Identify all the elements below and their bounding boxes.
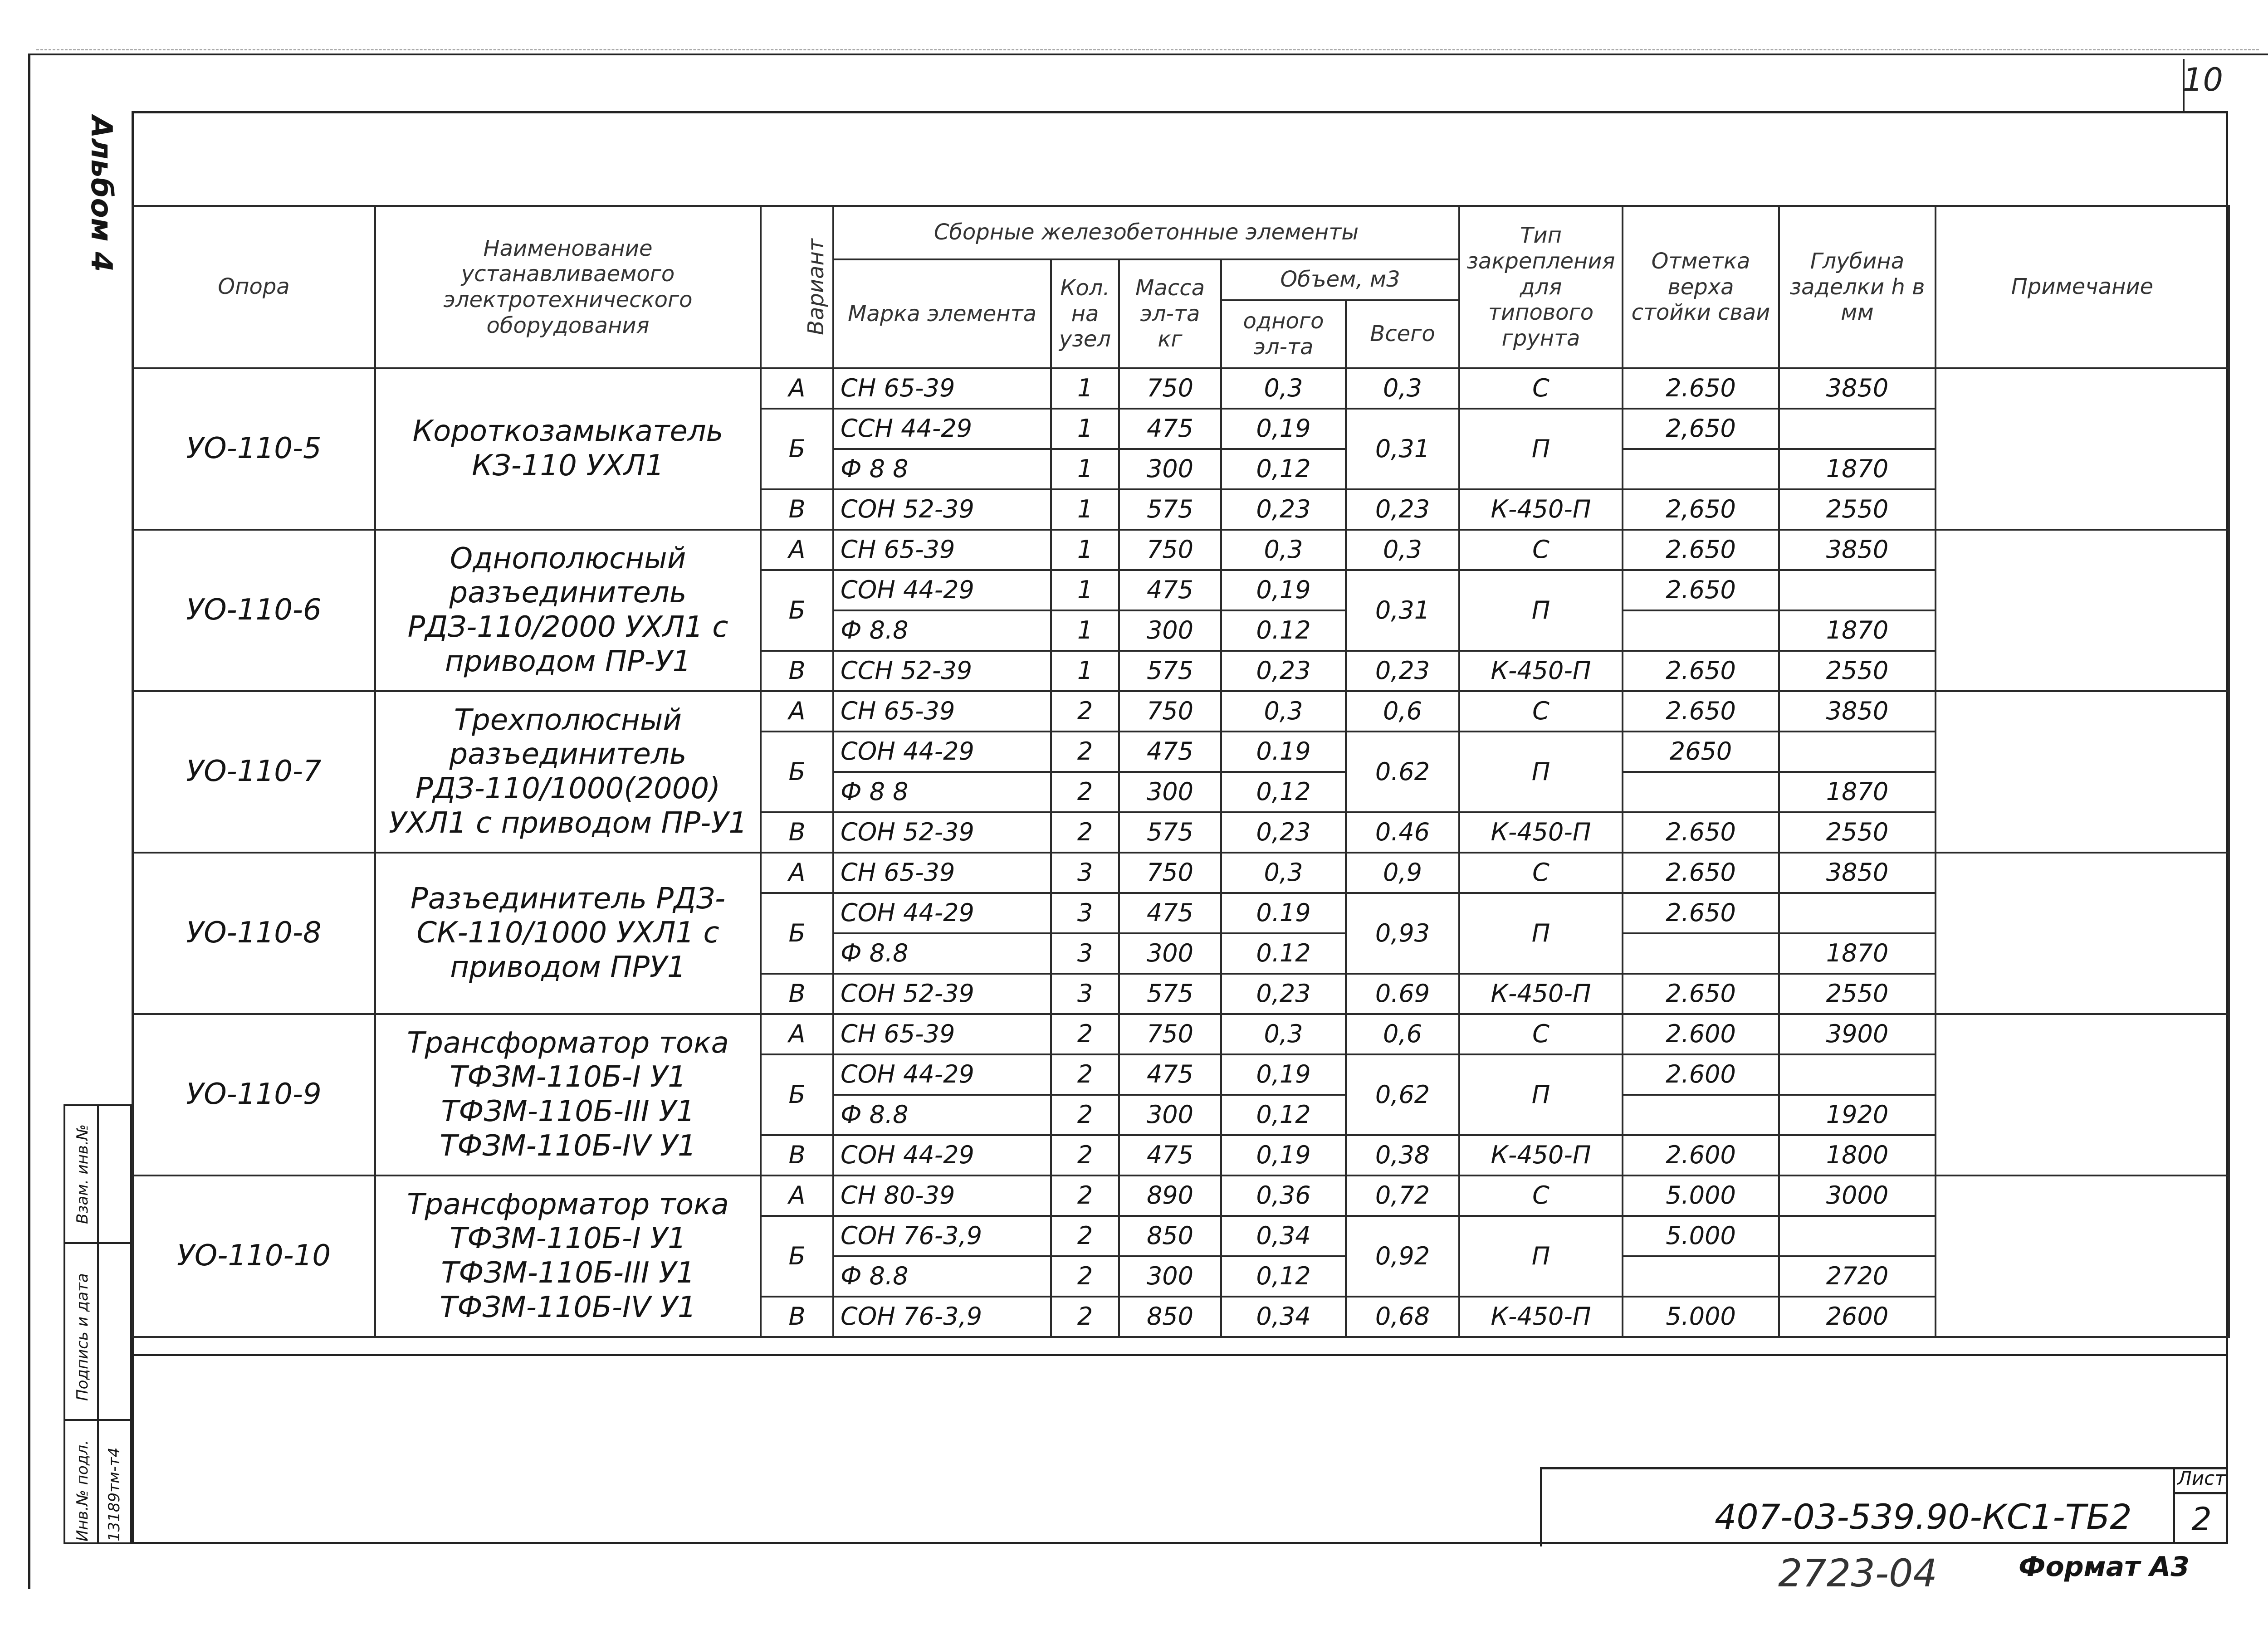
- table-row: [132, 853, 2229, 893]
- volume-cell: 0.12: [1221, 610, 1346, 651]
- qty-cell: 2: [1051, 812, 1119, 853]
- qty-cell: 1: [1051, 610, 1119, 651]
- mass-cell: 575: [1119, 974, 1221, 1014]
- total-volume-cell: 0,6: [1346, 691, 1459, 732]
- header-volume: Объем, м3: [1221, 259, 1459, 300]
- support-name: УО-110-9: [132, 1014, 375, 1176]
- qty-cell: 2: [1051, 1216, 1119, 1256]
- mark-cell: СОН 52-39: [833, 974, 1051, 1014]
- mark-top-cell: 2.650: [1623, 691, 1779, 732]
- qty-cell: 3: [1051, 974, 1119, 1014]
- fix-type-cell: С: [1459, 853, 1623, 893]
- qty-cell: 3: [1051, 893, 1119, 933]
- mark-top-cell: 2.650: [1623, 893, 1779, 933]
- depth-cell: [1779, 1054, 1936, 1095]
- stamp-inv-value: 13189тм-т4: [105, 1447, 123, 1541]
- variant-cell: Б: [761, 732, 833, 812]
- header-depth: Глубина заделки h в мм: [1779, 206, 1936, 368]
- mass-cell: 850: [1119, 1297, 1221, 1337]
- side-stamp: [64, 1104, 132, 1544]
- depth-cell: 2550: [1779, 974, 1936, 1014]
- qty-cell: 2: [1051, 732, 1119, 772]
- volume-cell: 0,19: [1221, 570, 1346, 610]
- depth-cell: 2550: [1779, 812, 1936, 853]
- header-qty: Кол. на узел: [1051, 259, 1119, 368]
- volume-cell: 0,19: [1221, 1135, 1346, 1176]
- equipment-name: Однополюсный разъединитель РДЗ-110/2000 УХЛ1 с приводом ПР-У1: [375, 530, 761, 691]
- mark-top-cell: 2,650: [1623, 489, 1779, 530]
- header-fix-type: Тип закрепления для типового грунта: [1459, 206, 1623, 368]
- fix-type-cell: С: [1459, 1176, 1623, 1216]
- mark-cell: СН 65-39: [833, 530, 1051, 570]
- mark-top-cell: [1623, 1256, 1779, 1297]
- qty-cell: 2: [1051, 1054, 1119, 1095]
- mark-top-cell: 2.600: [1623, 1014, 1779, 1054]
- header-variant: Вариант: [761, 206, 833, 368]
- mark-top-cell: 5.000: [1623, 1176, 1779, 1216]
- header-mark: Марка элемента: [833, 259, 1051, 368]
- mark-cell: СОН 52-39: [833, 812, 1051, 853]
- mark-cell: Ф 8 8: [833, 772, 1051, 812]
- variant-cell: В: [761, 651, 833, 691]
- qty-cell: 1: [1051, 449, 1119, 489]
- table-row: [132, 691, 2229, 732]
- fix-type-cell: П: [1459, 570, 1623, 651]
- fix-type-cell: К-450-П: [1459, 812, 1623, 853]
- total-volume-cell: 0,3: [1346, 530, 1459, 570]
- mark-cell: СН 80-39: [833, 1176, 1051, 1216]
- depth-cell: 2600: [1779, 1297, 1936, 1337]
- total-volume-cell: 0,62: [1346, 1054, 1459, 1135]
- header-rc-elements: Сборные железобетонные элементы: [833, 206, 1459, 259]
- total-volume-cell: 0,9: [1346, 853, 1459, 893]
- total-volume-cell: 0,23: [1346, 651, 1459, 691]
- depth-cell: [1779, 732, 1936, 772]
- total-volume-cell: 0.46: [1346, 812, 1459, 853]
- stamp-sign-date: Подпись и дата: [73, 1273, 92, 1401]
- header-mark-top: Отметка верха стойки сваи: [1623, 206, 1779, 368]
- variant-cell: А: [761, 1014, 833, 1054]
- fix-type-cell: С: [1459, 368, 1623, 409]
- qty-cell: 1: [1051, 489, 1119, 530]
- depth-cell: 3850: [1779, 691, 1936, 732]
- stamp-column-labels: [65, 1106, 99, 1542]
- document-code: 407-03-539.90-КС1-ТБ2: [1715, 1497, 2132, 1537]
- equipment-name: Разъединитель РДЗ-СК-110/1000 УХЛ1 с приводом ПРУ1: [375, 853, 761, 1014]
- fix-type-cell: К-450-П: [1459, 1297, 1623, 1337]
- total-volume-cell: 0,6: [1346, 1014, 1459, 1054]
- depth-cell: 2550: [1779, 651, 1936, 691]
- depth-cell: 1920: [1779, 1095, 1936, 1135]
- mark-cell: ССН 52-39: [833, 651, 1051, 691]
- total-volume-cell: 0,3: [1346, 368, 1459, 409]
- table-row: [132, 1014, 2229, 1054]
- sheet-format: Формат А3: [2019, 1551, 2190, 1583]
- equipment-name: Трехполюсный разъединитель РДЗ-110/1000(2000) УХЛ1 с приводом ПР-У1: [375, 691, 761, 853]
- mark-top-cell: 2.650: [1623, 570, 1779, 610]
- volume-cell: 0.19: [1221, 893, 1346, 933]
- depth-cell: 2720: [1779, 1256, 1936, 1297]
- table-row: [132, 368, 2229, 409]
- variant-cell: В: [761, 1135, 833, 1176]
- qty-cell: 2: [1051, 1176, 1119, 1216]
- header-volume-element: одного эл-та: [1221, 300, 1346, 368]
- sheet-number: 10: [2183, 61, 2224, 98]
- variant-cell: В: [761, 974, 833, 1014]
- qty-cell: 1: [1051, 368, 1119, 409]
- volume-cell: 0,23: [1221, 974, 1346, 1014]
- mark-cell: Ф 8.8: [833, 610, 1051, 651]
- mass-cell: 850: [1119, 1216, 1221, 1256]
- variant-cell: А: [761, 853, 833, 893]
- depth-cell: 2550: [1779, 489, 1936, 530]
- mark-cell: Ф 8.8: [833, 1256, 1051, 1297]
- header-mass: Масса эл-та кг: [1119, 259, 1221, 368]
- variant-cell: А: [761, 1176, 833, 1216]
- total-volume-cell: 0,38: [1346, 1135, 1459, 1176]
- qty-cell: 2: [1051, 691, 1119, 732]
- mark-cell: СОН 44-29: [833, 570, 1051, 610]
- mark-cell: СН 65-39: [833, 691, 1051, 732]
- variant-cell: Б: [761, 570, 833, 651]
- support-name: УО-110-10: [132, 1176, 375, 1337]
- qty-cell: 2: [1051, 1256, 1119, 1297]
- list-label: Лист: [2173, 1467, 2228, 1494]
- total-volume-cell: 0,68: [1346, 1297, 1459, 1337]
- mass-cell: 475: [1119, 570, 1221, 610]
- mark-top-cell: 2.650: [1623, 853, 1779, 893]
- specification-table: [132, 205, 2230, 1338]
- mark-cell: СН 65-39: [833, 853, 1051, 893]
- fix-type-cell: К-450-П: [1459, 1135, 1623, 1176]
- equipment-name: Трансформатор тока ТФЗМ-110Б-I У1 ТФЗМ-110Б-III У1 ТФЗМ-110Б-IV У1: [375, 1014, 761, 1176]
- mark-cell: СОН 76-3,9: [833, 1297, 1051, 1337]
- fix-type-cell: П: [1459, 1054, 1623, 1135]
- variant-cell: Б: [761, 1054, 833, 1135]
- mark-top-cell: [1623, 772, 1779, 812]
- total-volume-cell: 0,93: [1346, 893, 1459, 974]
- mass-cell: 300: [1119, 772, 1221, 812]
- note-cell: [1936, 530, 2229, 691]
- depth-cell: 3000: [1779, 1176, 1936, 1216]
- mass-cell: 475: [1119, 409, 1221, 449]
- mass-cell: 575: [1119, 812, 1221, 853]
- mass-cell: 300: [1119, 1095, 1221, 1135]
- mark-cell: ССН 44-29: [833, 409, 1051, 449]
- variant-cell: В: [761, 489, 833, 530]
- mass-cell: 300: [1119, 610, 1221, 651]
- album-label: Альбом 4: [84, 116, 118, 272]
- mark-top-cell: 2.600: [1623, 1135, 1779, 1176]
- header-volume-total: Всего: [1346, 300, 1459, 368]
- mark-cell: Ф 8.8: [833, 933, 1051, 974]
- depth-cell: [1779, 1216, 1936, 1256]
- volume-cell: 0,12: [1221, 772, 1346, 812]
- volume-cell: 0,34: [1221, 1297, 1346, 1337]
- table-row: [132, 530, 2229, 570]
- mark-top-cell: 5.000: [1623, 1216, 1779, 1256]
- mass-cell: 750: [1119, 853, 1221, 893]
- mark-top-cell: 5.000: [1623, 1297, 1779, 1337]
- variant-cell: В: [761, 812, 833, 853]
- volume-cell: 0,23: [1221, 489, 1346, 530]
- support-name: УО-110-6: [132, 530, 375, 691]
- mark-top-cell: [1623, 449, 1779, 489]
- mark-cell: Ф 8 8: [833, 449, 1051, 489]
- qty-cell: 2: [1051, 1135, 1119, 1176]
- mark-top-cell: 2650: [1623, 732, 1779, 772]
- mass-cell: 750: [1119, 368, 1221, 409]
- fix-type-cell: С: [1459, 530, 1623, 570]
- fix-type-cell: П: [1459, 1216, 1623, 1297]
- variant-cell: А: [761, 691, 833, 732]
- support-name: УО-110-7: [132, 691, 375, 853]
- mark-top-cell: 2.650: [1623, 812, 1779, 853]
- note-cell: [1936, 1176, 2229, 1337]
- depth-cell: 1870: [1779, 933, 1936, 974]
- mark-top-cell: 2.600: [1623, 1054, 1779, 1095]
- mark-cell: СОН 76-3,9: [833, 1216, 1051, 1256]
- mass-cell: 300: [1119, 933, 1221, 974]
- volume-cell: 0,36: [1221, 1176, 1346, 1216]
- qty-cell: 2: [1051, 1095, 1119, 1135]
- specification-body: [132, 368, 2229, 1337]
- mark-cell: СОН 52-39: [833, 489, 1051, 530]
- qty-cell: 3: [1051, 853, 1119, 893]
- mass-cell: 475: [1119, 893, 1221, 933]
- depth-cell: [1779, 570, 1936, 610]
- stamp-inv-replace: Взам. инв.№: [73, 1124, 92, 1224]
- note-cell: [1936, 691, 2229, 853]
- variant-cell: Б: [761, 1216, 833, 1297]
- equipment-name: Трансформатор тока ТФЗМ-110Б-I У1 ТФЗМ-110Б-III У1 ТФЗМ-110Б-IV У1: [375, 1176, 761, 1337]
- mark-cell: СОН 44-29: [833, 1054, 1051, 1095]
- volume-cell: 0,19: [1221, 409, 1346, 449]
- fix-type-cell: С: [1459, 691, 1623, 732]
- header-support: Опора: [132, 206, 375, 368]
- mark-cell: СОН 44-29: [833, 893, 1051, 933]
- depth-cell: 1870: [1779, 772, 1936, 812]
- depth-cell: 1800: [1779, 1135, 1936, 1176]
- total-volume-cell: 0,31: [1346, 570, 1459, 651]
- mass-cell: 475: [1119, 1054, 1221, 1095]
- qty-cell: 1: [1051, 570, 1119, 610]
- mark-cell: СОН 44-29: [833, 1135, 1051, 1176]
- note-cell: [1936, 1014, 2229, 1176]
- total-volume-cell: 0,31: [1346, 409, 1459, 489]
- volume-cell: 0,19: [1221, 1054, 1346, 1095]
- support-name: УО-110-8: [132, 853, 375, 1014]
- volume-cell: 0.12: [1221, 933, 1346, 974]
- mass-cell: 575: [1119, 489, 1221, 530]
- volume-cell: 0,3: [1221, 1014, 1346, 1054]
- mark-cell: СН 65-39: [833, 1014, 1051, 1054]
- volume-cell: 0,3: [1221, 368, 1346, 409]
- mark-top-cell: 2.650: [1623, 974, 1779, 1014]
- mark-cell: СН 65-39: [833, 368, 1051, 409]
- top-cut-line: [36, 49, 2259, 50]
- variant-cell: В: [761, 1297, 833, 1337]
- equipment-name: Короткозамыкатель КЗ-110 УХЛ1: [375, 368, 761, 530]
- mark-top-cell: 2,650: [1623, 409, 1779, 449]
- mark-cell: СОН 44-29: [833, 732, 1051, 772]
- variant-cell: Б: [761, 409, 833, 489]
- volume-cell: 0,12: [1221, 1095, 1346, 1135]
- fix-type-cell: П: [1459, 893, 1623, 974]
- mass-cell: 300: [1119, 449, 1221, 489]
- mass-cell: 750: [1119, 530, 1221, 570]
- fix-type-cell: К-450-П: [1459, 489, 1623, 530]
- mass-cell: 890: [1119, 1176, 1221, 1216]
- depth-cell: [1779, 893, 1936, 933]
- fix-type-cell: К-450-П: [1459, 651, 1623, 691]
- volume-cell: 0,12: [1221, 1256, 1346, 1297]
- volume-cell: 0.19: [1221, 732, 1346, 772]
- variant-cell: Б: [761, 893, 833, 974]
- fix-type-cell: П: [1459, 732, 1623, 812]
- volume-cell: 0,23: [1221, 812, 1346, 853]
- list-number: 2: [2173, 1494, 2228, 1544]
- inventory-number: 2723-04: [1778, 1551, 1937, 1595]
- qty-cell: 3: [1051, 933, 1119, 974]
- note-cell: [1936, 853, 2229, 1014]
- volume-cell: 0,23: [1221, 651, 1346, 691]
- volume-cell: 0,3: [1221, 853, 1346, 893]
- volume-cell: 0,12: [1221, 449, 1346, 489]
- total-volume-cell: 0,23: [1346, 489, 1459, 530]
- depth-cell: 1870: [1779, 449, 1936, 489]
- mark-top-cell: [1623, 1095, 1779, 1135]
- mark-top-cell: 2.650: [1623, 368, 1779, 409]
- depth-cell: 3850: [1779, 368, 1936, 409]
- qty-cell: 2: [1051, 772, 1119, 812]
- mark-top-cell: [1623, 933, 1779, 974]
- mark-top-cell: 2.650: [1623, 530, 1779, 570]
- fix-type-cell: С: [1459, 1014, 1623, 1054]
- qty-cell: 1: [1051, 651, 1119, 691]
- total-volume-cell: 0,72: [1346, 1176, 1459, 1216]
- total-volume-cell: 0,92: [1346, 1216, 1459, 1297]
- header-note: Примечание: [1936, 206, 2229, 368]
- qty-cell: 2: [1051, 1014, 1119, 1054]
- volume-cell: 0,34: [1221, 1216, 1346, 1256]
- mark-top-cell: 2.650: [1623, 651, 1779, 691]
- qty-cell: 2: [1051, 1297, 1119, 1337]
- fix-type-cell: П: [1459, 409, 1623, 489]
- mass-cell: 475: [1119, 732, 1221, 772]
- depth-cell: 3850: [1779, 853, 1936, 893]
- mark-cell: Ф 8.8: [833, 1095, 1051, 1135]
- variant-cell: А: [761, 530, 833, 570]
- mass-cell: 575: [1119, 651, 1221, 691]
- mass-cell: 475: [1119, 1135, 1221, 1176]
- table-bottom-border: [132, 1354, 2228, 1356]
- mark-top-cell: [1623, 610, 1779, 651]
- volume-cell: 0,3: [1221, 691, 1346, 732]
- mass-cell: 750: [1119, 691, 1221, 732]
- mass-cell: 750: [1119, 1014, 1221, 1054]
- volume-cell: 0,3: [1221, 530, 1346, 570]
- stamp-inv-original: Инв.№ подл.: [73, 1440, 92, 1541]
- support-name: УО-110-5: [132, 368, 375, 530]
- total-volume-cell: 0.62: [1346, 732, 1459, 812]
- header-equipment: Наименование устанавливаемого электротехнического оборудования: [375, 206, 761, 368]
- qty-cell: 1: [1051, 409, 1119, 449]
- total-volume-cell: 0.69: [1346, 974, 1459, 1014]
- depth-cell: 3850: [1779, 530, 1936, 570]
- depth-cell: 1870: [1779, 610, 1936, 651]
- table-row: [132, 1176, 2229, 1216]
- mass-cell: 300: [1119, 1256, 1221, 1297]
- fix-type-cell: К-450-П: [1459, 974, 1623, 1014]
- qty-cell: 1: [1051, 530, 1119, 570]
- depth-cell: 3900: [1779, 1014, 1936, 1054]
- note-cell: [1936, 368, 2229, 530]
- depth-cell: [1779, 409, 1936, 449]
- variant-cell: А: [761, 368, 833, 409]
